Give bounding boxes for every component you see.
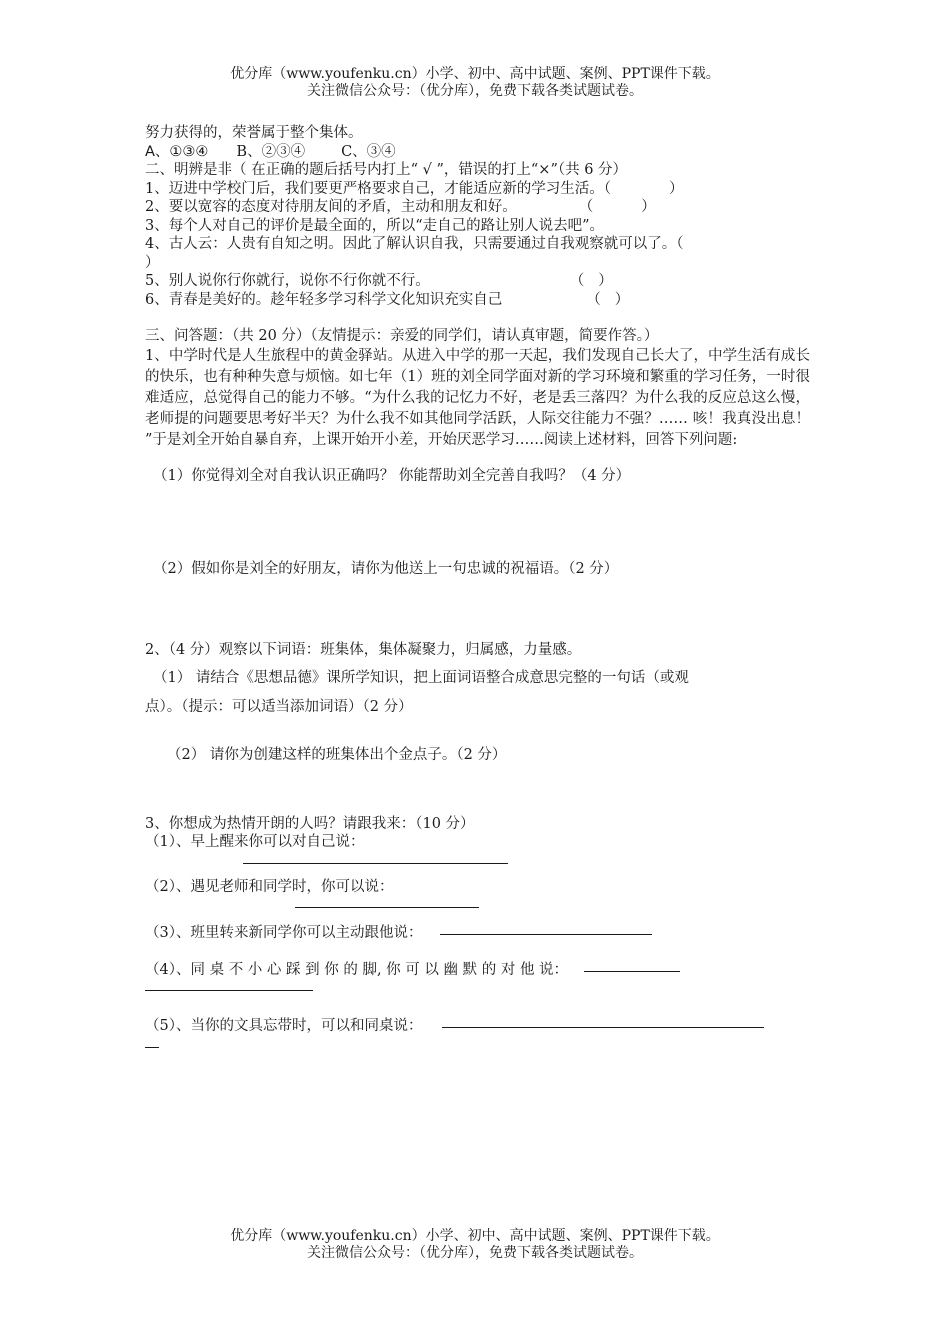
section-3-title: 三、问答题：（共 20 分）（友情提示：亲爱的同学们，请认真审题，简要作答。） — [145, 328, 659, 344]
judge-item-3: 3、每个人对自己的评价是最全面的，所以“走自己的路让别人说去吧”。 — [145, 217, 605, 234]
header-line-1: 优分库（www.youfenku.cn）小学、初中、高中试题、案例、PPT课件下载。 — [230, 66, 720, 82]
answer-space-2 — [145, 579, 810, 641]
question-3-item-2: （2）、遇见老师和同学时，你可以说： — [145, 878, 394, 895]
question-3-item-3: （3）、班里转来新同学你可以主动跟他说： — [145, 925, 423, 941]
question-2-sub-2: （2） 请你为创建这样的班集体出个金点子。（2 分） — [167, 747, 507, 763]
answer-line-1[interactable] — [243, 862, 508, 864]
option-b: B、②③④ — [236, 143, 306, 160]
footer-line-2: 关注微信公众号：（优分库），免费下载各类试题试卷。 — [307, 1245, 643, 1261]
judge-item-2: 2、要以宽容的态度对待朋友间的矛盾，主动和朋友和好。 （ ） — [145, 199, 656, 215]
option-a: A、①③④ — [145, 143, 209, 160]
question-3-item-3-row — [145, 924, 810, 943]
question-3-item-1: （1）、早上醒来你可以对自己说： — [145, 834, 365, 850]
question-1-sub-1: （1）你觉得刘全对自我认识正确吗？ 你能帮助刘全完善自我吗？（4 分） — [153, 467, 631, 484]
judge-item-4: 4、古人云：人贵有自知之明。因此了解认识自我，只需要通过自我观察就可以了。（ — [145, 236, 684, 252]
page-footer — [0, 1228, 950, 1262]
question-2-stem: 2、（4 分）观察以下词语：班集体，集体凝聚力，归属感，力量感。 — [145, 641, 582, 658]
question-1-passage: 1、中学时代是人生旅程中的黄金驿站。从进入中学的那一天起，我们发现自己长大了，中学生活有成长的快乐，也有种种失意与烦恼。如七年（1）班的刘全同学面对新的学习环境和繁重的学习任务，一时很难适应，总觉得自己的能力不够。“为什么我的记忆力不好，老是丢三落四？为什么我的反应总这么慢，老师提的问题要思考好半天？为什么我不如其他同学活跃，人际交往能力不强？…… 咳！我真没出息！ ”于是刘全开始自暴自弃，上课开始开小差，开始厌恶学习……阅读上述材料，回答下列问题: — [145, 347, 810, 448]
question-3-item-4-row — [145, 961, 810, 980]
document-body — [145, 124, 810, 1056]
judge-item-4-close: ） — [145, 254, 160, 271]
question-2-sub-1-line-1: （1） 请结合《思想品德》课所学知识，把上面词语整合成意思完整的一句话（或观 — [153, 670, 689, 686]
judge-item-6: 6、青春是美好的。趁年轻多学习科学文化知识充实自己 （ ） — [145, 291, 630, 308]
answer-line-5b[interactable] — [145, 1046, 159, 1048]
answer-line-5a[interactable] — [442, 1026, 764, 1028]
page-header — [0, 66, 950, 100]
answer-line-3[interactable] — [440, 933, 652, 935]
question-3-item-5: （5）、当你的文具忘带时，可以和同桌说： — [145, 1018, 423, 1034]
answer-line-2[interactable] — [295, 906, 479, 908]
answer-line-4b[interactable] — [145, 989, 313, 991]
answer-line-4a[interactable] — [584, 970, 680, 972]
judge-item-1: 1、迈进中学校门后，我们要更严格要求自己，才能适应新的学习生活。（ ） — [145, 180, 684, 197]
question-3-item-5-row — [145, 1017, 810, 1036]
judge-item-5: 5、别人说你行你就行，说你不行你就不行。 （ ） — [145, 273, 613, 289]
header-line-2: 关注微信公众号：（优分库），免费下载各类试题试卷。 — [307, 83, 643, 99]
question-2-sub-1-line-2: 点）。（提示：可以适当添加词语）（2 分） — [145, 698, 413, 715]
question-1-sub-2: （2）假如你是刘全的好朋友，请你为他送上一句忠诚的祝福语。（2 分） — [153, 561, 619, 577]
question-3-stem: 3、你想成为热情开朗的人吗？请跟我来：（10 分） — [145, 815, 475, 832]
question-3-item-4: （4）、同 桌 不 小 心 踩 到 你 的 脚, 你 可 以 幽 默 的 对 他 说： — [145, 961, 569, 978]
answer-space-3 — [145, 765, 810, 815]
answer-space-1 — [145, 485, 810, 560]
footer-line-1: 优分库（www.youfenku.cn）小学、初中、高中试题、案例、PPT课件下载。 — [230, 1228, 720, 1244]
continuation-text: 努力获得的，荣誉属于整个集体。 — [145, 125, 363, 141]
option-c: C、③④ — [341, 143, 396, 160]
choice-options — [145, 143, 810, 162]
section-2-title: 二、明辨是非（ 在正确的题后括号内打上“ √ ”，错误的打上“×”（共 6 分） — [145, 162, 628, 178]
